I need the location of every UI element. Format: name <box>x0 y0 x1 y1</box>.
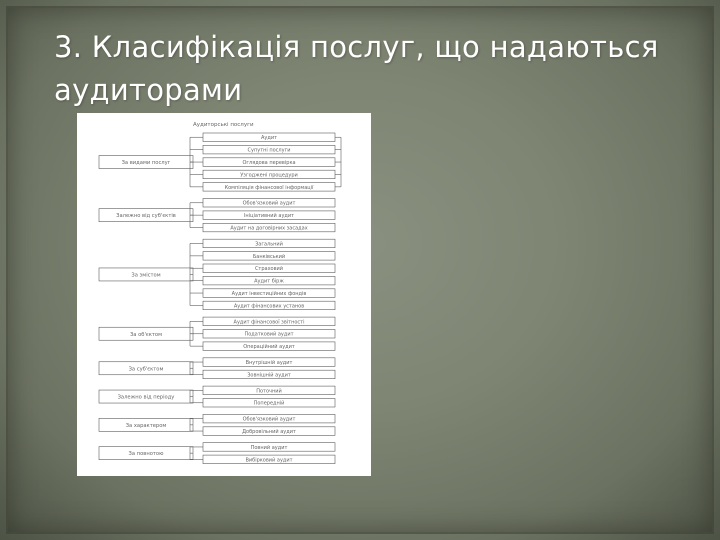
item-label: Аудит <box>261 135 277 142</box>
category-label: За характером <box>125 422 167 429</box>
diagram-root-label: Аудиторські послуги <box>193 122 254 128</box>
item-label: Вибірковий аудит <box>245 457 293 464</box>
item-label: Аудит фінансової звітності <box>233 319 305 326</box>
item-label: Зовнішній аудит <box>247 372 291 379</box>
item-label: Загальний <box>255 241 283 248</box>
category-label: За об'єктом <box>129 331 163 338</box>
item-label: Компіляція фінансової інформації <box>224 184 314 191</box>
item-label: Внутрішній аудит <box>245 360 293 366</box>
item-label: Обов'язковий аудит <box>242 416 296 423</box>
slide-title: 3. Класифікація послуг, що надаються аудиторами <box>54 30 659 107</box>
item-label: Страховий <box>254 266 284 273</box>
item-label: Обов'язковий аудит <box>242 200 296 207</box>
category-label: За повнотою <box>128 451 164 458</box>
item-label: Податковий аудит <box>244 331 294 338</box>
item-label: Аудит фінансових установ <box>233 303 305 310</box>
item-label: Супутні послуги <box>247 147 291 154</box>
item-label: Оглядова перевірка <box>242 160 296 166</box>
item-label: Ініціативний аудит <box>243 213 295 220</box>
item-label: Аудит на договірних засадах <box>230 225 308 232</box>
item-label: Узгоджені процедури <box>240 172 298 179</box>
item-label: Попередній <box>253 400 285 407</box>
classification-diagram <box>77 113 371 476</box>
item-label: Поточний <box>256 388 282 395</box>
item-label: Добровільний аудит <box>242 429 296 435</box>
category-label: За суб'єктом <box>128 366 164 373</box>
item-label: Банківський <box>252 253 286 260</box>
item-label: Аудит інвестиційних фондів <box>231 291 307 297</box>
category-label: За змістом <box>131 272 161 279</box>
category-label: Залежно від періоду <box>117 394 175 401</box>
category-label: Залежно від суб'єктів <box>116 213 176 220</box>
item-label: Операційний аудит <box>243 344 295 351</box>
category-label: За видами послуг <box>121 160 171 167</box>
item-label: Повний аудит <box>250 444 288 451</box>
item-label: Аудит бірж <box>254 278 284 285</box>
diagram-canvas <box>77 113 371 476</box>
